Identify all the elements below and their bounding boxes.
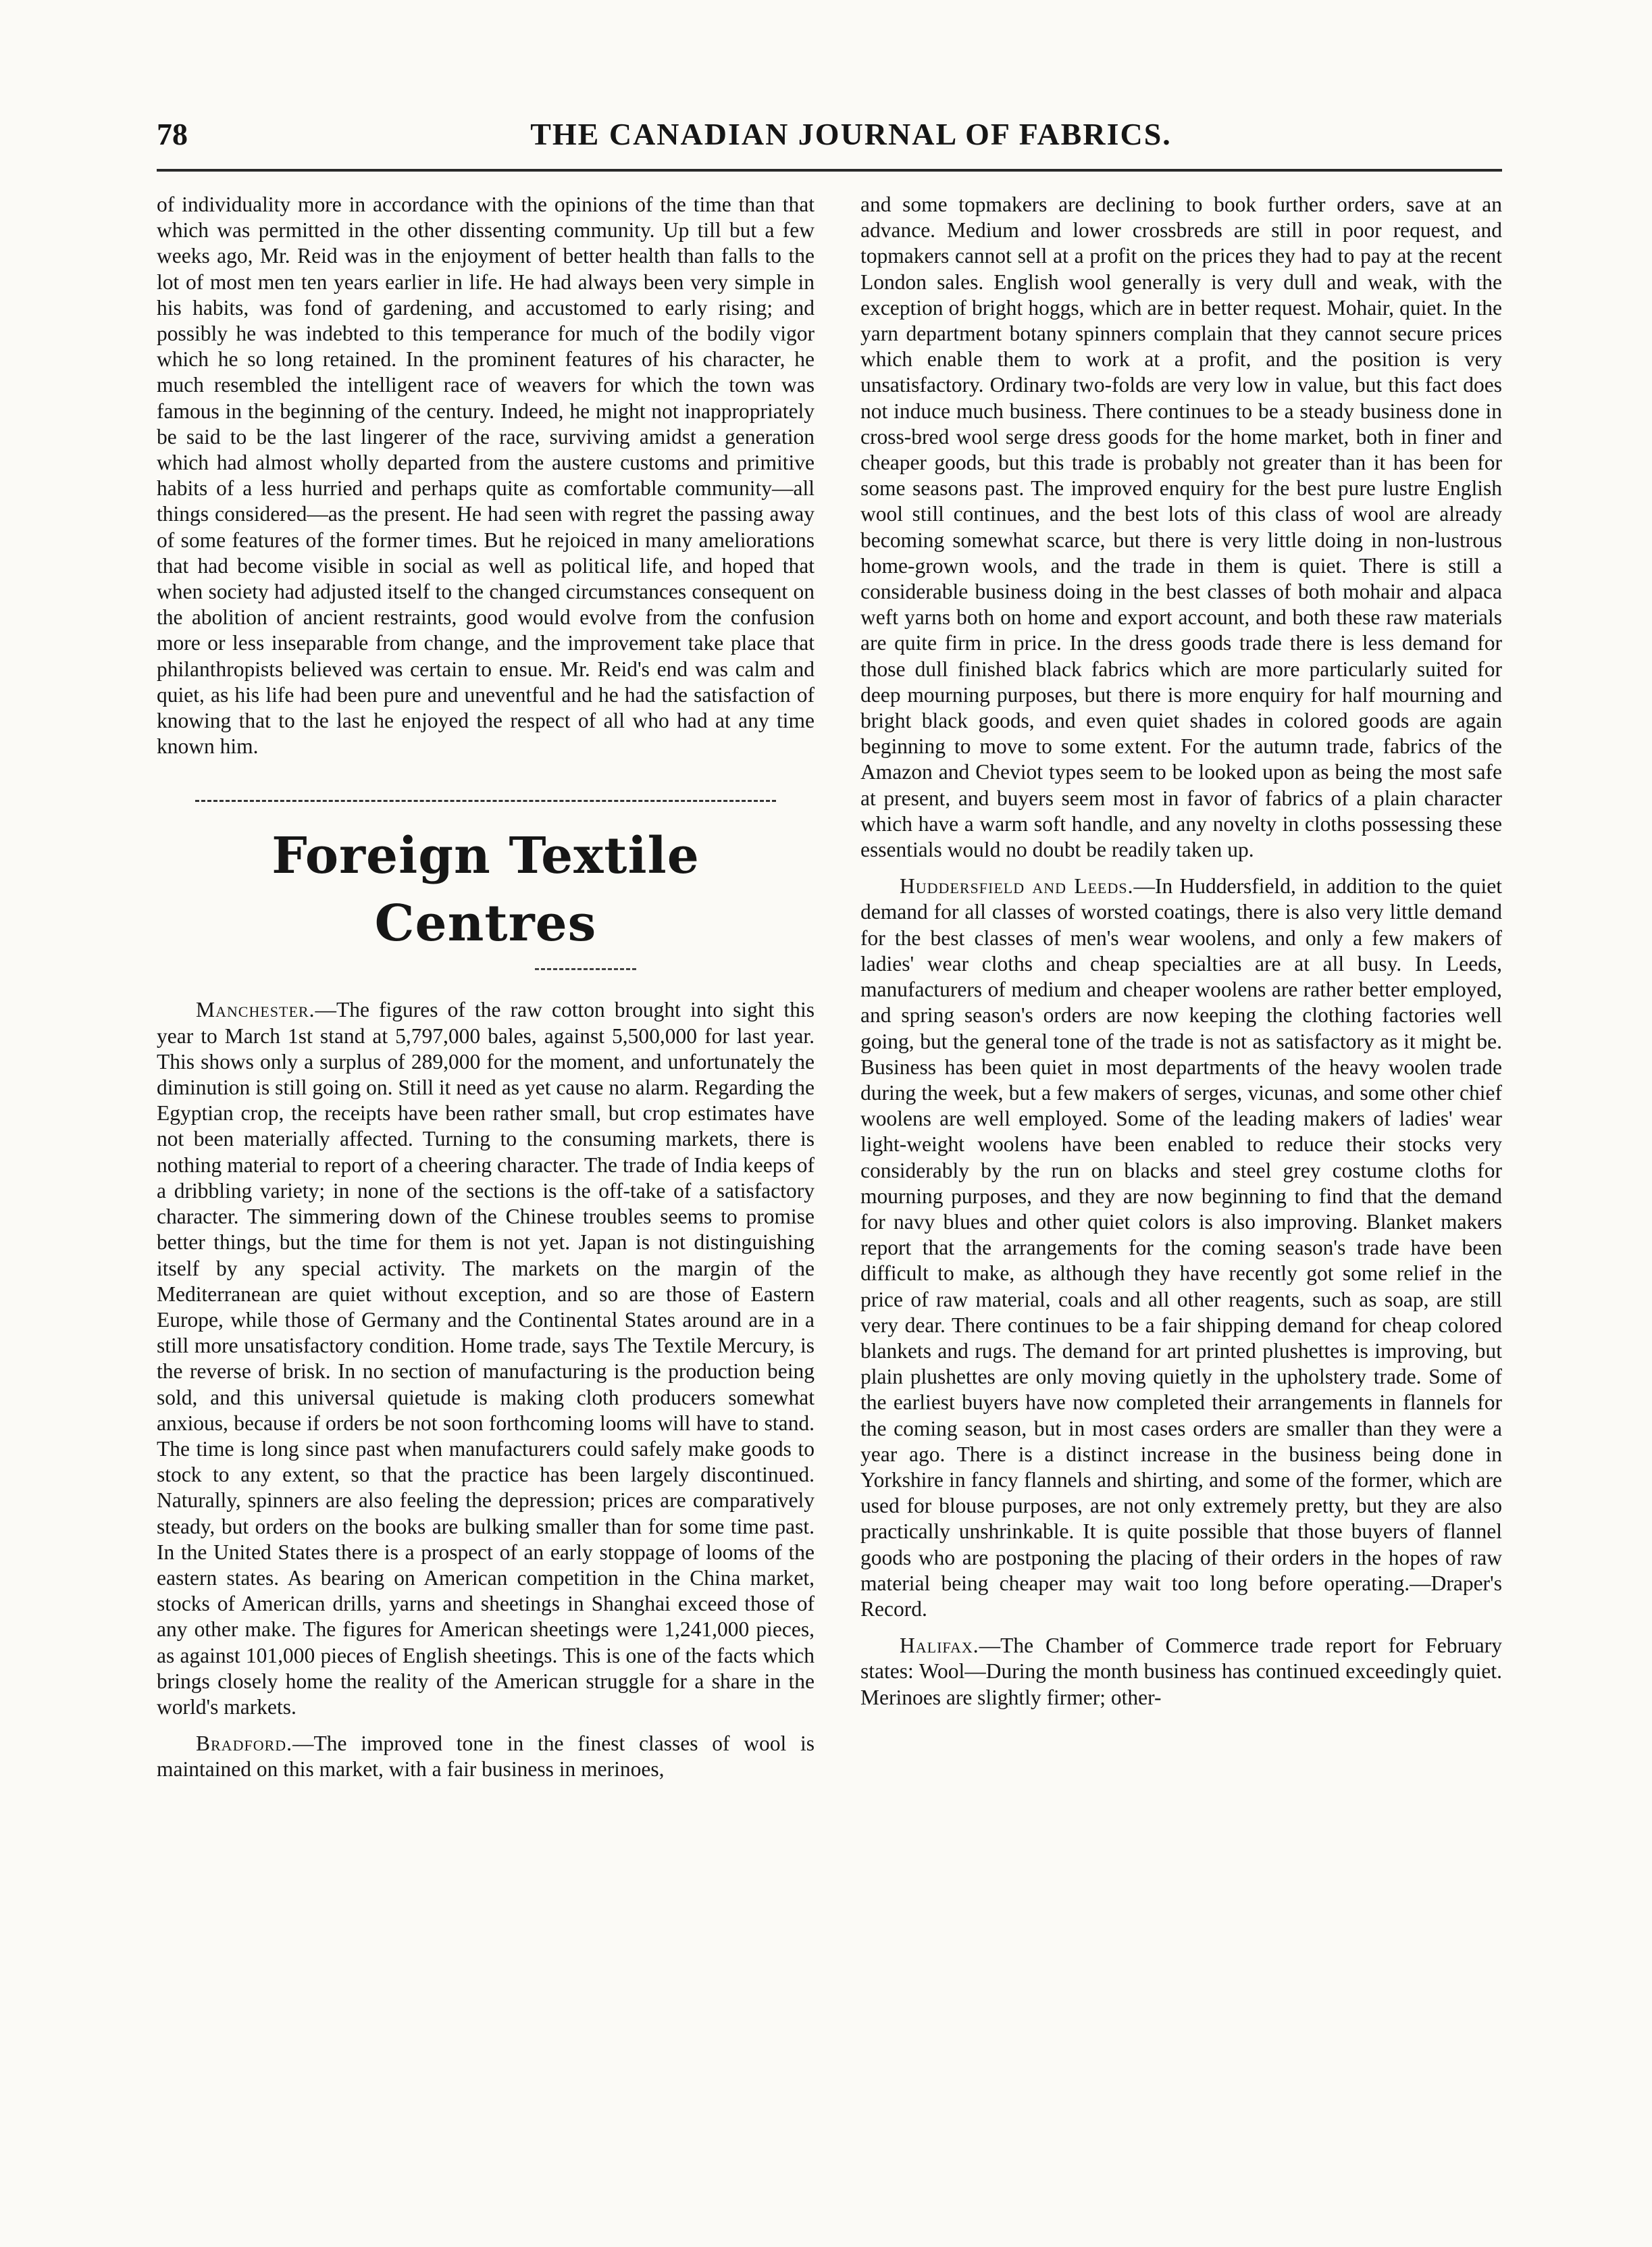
- manchester-lead: Manchester.: [196, 998, 315, 1022]
- section-heading: Foreign Textile Centres: [272, 827, 700, 953]
- halifax-paragraph: [860, 1633, 1502, 1711]
- obituary-paragraph: of individuality more in accordance with the opinions of the time than that which was permitted in the other dissenting community. Up till but a few weeks ago, Mr. Reid was in the enjoyment of better health than falls to the lot of most men ten years earlier in life. He had always been very simple in his habits, was fond of gardening, and accustomed to early rising; and possibly he was indebted to this temperance for much of the bodily vigor which he so long retained. In the prominent features of his character, he much resembled the intelligent race of weavers for which the town was famous in the beginning of the century. Indeed, he might not inappropriately be said to be the last lingerer of the race, surviving amidst a generation which had almost wholly departed from the austere customs and primitive habits of a less hurried and perhaps quite as comfortable community—all things considered—as the present. He had seen with regret the passing away of some features of the former times. But he rejoiced in many ameliorations that had become visible in social as well as political life, and hoped that when society had adjusted itself to the changed circumstances consequent on the abolition of ancient restraints, good would evolve from the confusion more or less inseparable from change, and the improvement take place that philanthropists believed was certain to ensue. Mr. Reid's end was calm and quiet, as his life had been pure and uneventful and he had the satisfaction of knowing that to the last he enjoyed the respect of all who had at any time known him.: [157, 193, 815, 759]
- bradford-text: —The improved tone in the finest classes of wool is maintained on this market, with a fair business in merinoes,: [157, 1732, 815, 1782]
- heading-underline: [535, 968, 636, 970]
- huddersfield-paragraph: [860, 874, 1502, 1622]
- bradford-paragraph: [157, 1731, 815, 1782]
- bradford-continued-paragraph: and some topmakers are declining to book further orders, save at an advance. Medium and lower crossbreds are still in poor request, and topmakers cannot sell at a profit on the prices they had to pay at the recent London sales. English wool generally is very dull and weak, with the exception of bright hoggs, which are in better request. Mohair, quiet. In the yarn department botany spinners complain that they cannot secure prices which enable them to work at a profit, and the position is very unsatisfactory. Ordinary two-folds are very low in value, but this fact does not induce much business. There continues to be a steady business done in cross-bred wool serge dress goods for the home market, both in finer and cheaper goods, but this trade is probably not greater than it has been for some seasons past. The improved enquiry for the best pure lustre English wool still continues, and the best lots of this class of wool are already becoming somewhat scarce, but there is very little doing in non-lustrous home-grown wools, and the trade in them is quiet. There is still a considerable business doing in the best classes of both mohair and alpaca weft yarns both on home and export account, and both these raw materials are quite firm in price. In the dress goods trade there is less demand for those dull finished black fabrics which are more particularly suited for deep mourning purposes, but there is more enquiry for half mourning and bright black goods, and even quiet shades in colored goods are again beginning to move to some extent. For the autumn trade, fabrics of the Amazon and Cheviot types seem to be looked upon as being the most safe at present, and buyers seem most in favor of fabrics of a plain character which have a warm soft handle, and any novelty in cloths possessing these essentials would no doubt be readily taken up.: [860, 193, 1502, 862]
- huddersfield-lead: Huddersfield and Leeds.: [900, 874, 1134, 899]
- manchester-text: —The figures of the raw cotton brought into sight this year to March 1st stand at 5,797,000 bales, against 5,500,000 for last year. This shows only a surplus of 289,000 for the moment, and unfortunately the diminution is still going on. Still it need as yet cause no alarm. Regarding the Egyptian crop, the receipts have been rather small, but crop estimates have not been materially affected. Turning to the consuming markets, there is nothing material to report of a cheering character. The trade of India keeps of a dribbling variety; in none of the sections is the off-take of a satisfactory character. The simmering down of the Chinese troubles seems to promise better things, but the time for them is not yet. Japan is not distinguishing itself by any special activity. The markets on the margin of the Mediterranean are quiet without exception, and so are those of Eastern Europe, while those of Germany and the Continental States around are in a still more unsatisfactory condition. Home trade, says The Textile Mercury, is the reverse of brisk. In no section of manufacturing is the production being sold, and this universal quietude is making cloth producers somewhat anxious, because if orders be not soon forthcoming looms will have to stand. The time is long since past when manufacturers could safely make goods to stock to any extent, so that the practice has been largely discontinued. Naturally, spinners are also feeling the depression; prices are comparatively steady, but orders on the books are bulking smaller than for some time past. In the United States there is a prospect of an early stoppage of looms of the eastern states. As bearing on American competition in the China market, stocks of American drills, yarns and sheetings in Shanghai exceed those of any other make. The figures for American sheetings were 1,241,000 pieces, as against 101,000 pieces of English sheetings. This is one of the facts which brings closely home the reality of the American struggle for a share in the world's markets.: [157, 998, 815, 1719]
- section-divider: [195, 800, 776, 802]
- huddersfield-text: —In Huddersfield, in addition to the quiet demand for all classes of worsted coatings, there is also very little demand for the best classes of men's wear woolens, and only a few makers of ladies' wear cloths and cheap specialties are at all busy. In Leeds, manufacturers of medium and cheaper woolens are rather better employed, and spring season's orders are now keeping the clothing factories well going, but the general tone of the trade is not as satisfactory as it might be. Business has been quiet in most departments of the heavy woolen trade during the week, but a few makers of serges, vicunas, and some other chief woolens are well employed. Some of the leading makers of ladies' wear light-weight woolens have been enabled to reduce their stocks very considerably by the run on blacks and steel grey costume cloths for mourning purposes, and they are now beginning to find that the demand for navy blues and other quiet colors is also improving. Blanket makers report that the arrangements for the coming season's trade have been difficult to make, as although they have recently got some relief in the price of raw material, coals and all other reagents, such as soap, are still very dear. There continues to be a fair shipping demand for cheap colored blankets and rugs. The demand for art printed plushettes is improving, but plain plushettes are only moving quietly in the upholstery trade. Some of the earliest buyers have now completed their arrangements in flannels for the coming season, but in most cases orders are smaller than they were a year ago. There is a distinct increase in the business being done in Yorkshire in fancy flannels and shirting, and some of the former, which are used for blouse purposes, are not only extremely pretty, but they are also practically unshrinkable. It is quite possible that those buyers of flannel goods who are postponing the placing of their orders in the hopes of raw material being cheaper may wait too long before operating.—Draper's Record.: [860, 874, 1502, 1621]
- running-head: THE CANADIAN JOURNAL OF FABRICS.: [530, 117, 1172, 151]
- manchester-paragraph: [157, 997, 815, 1720]
- bradford-lead: Bradford.: [196, 1732, 293, 1756]
- right-column: [860, 192, 1502, 1711]
- left-column: [157, 192, 815, 1783]
- halifax-text: —The Chamber of Commerce trade report for February states: Wool—During the month business has continued exceedingly quiet. Merinoes are slightly firmer; other-: [860, 1634, 1502, 1709]
- header-rule: [157, 169, 1502, 172]
- page-number: 78: [157, 117, 188, 151]
- halifax-lead: Halifax.: [900, 1634, 979, 1658]
